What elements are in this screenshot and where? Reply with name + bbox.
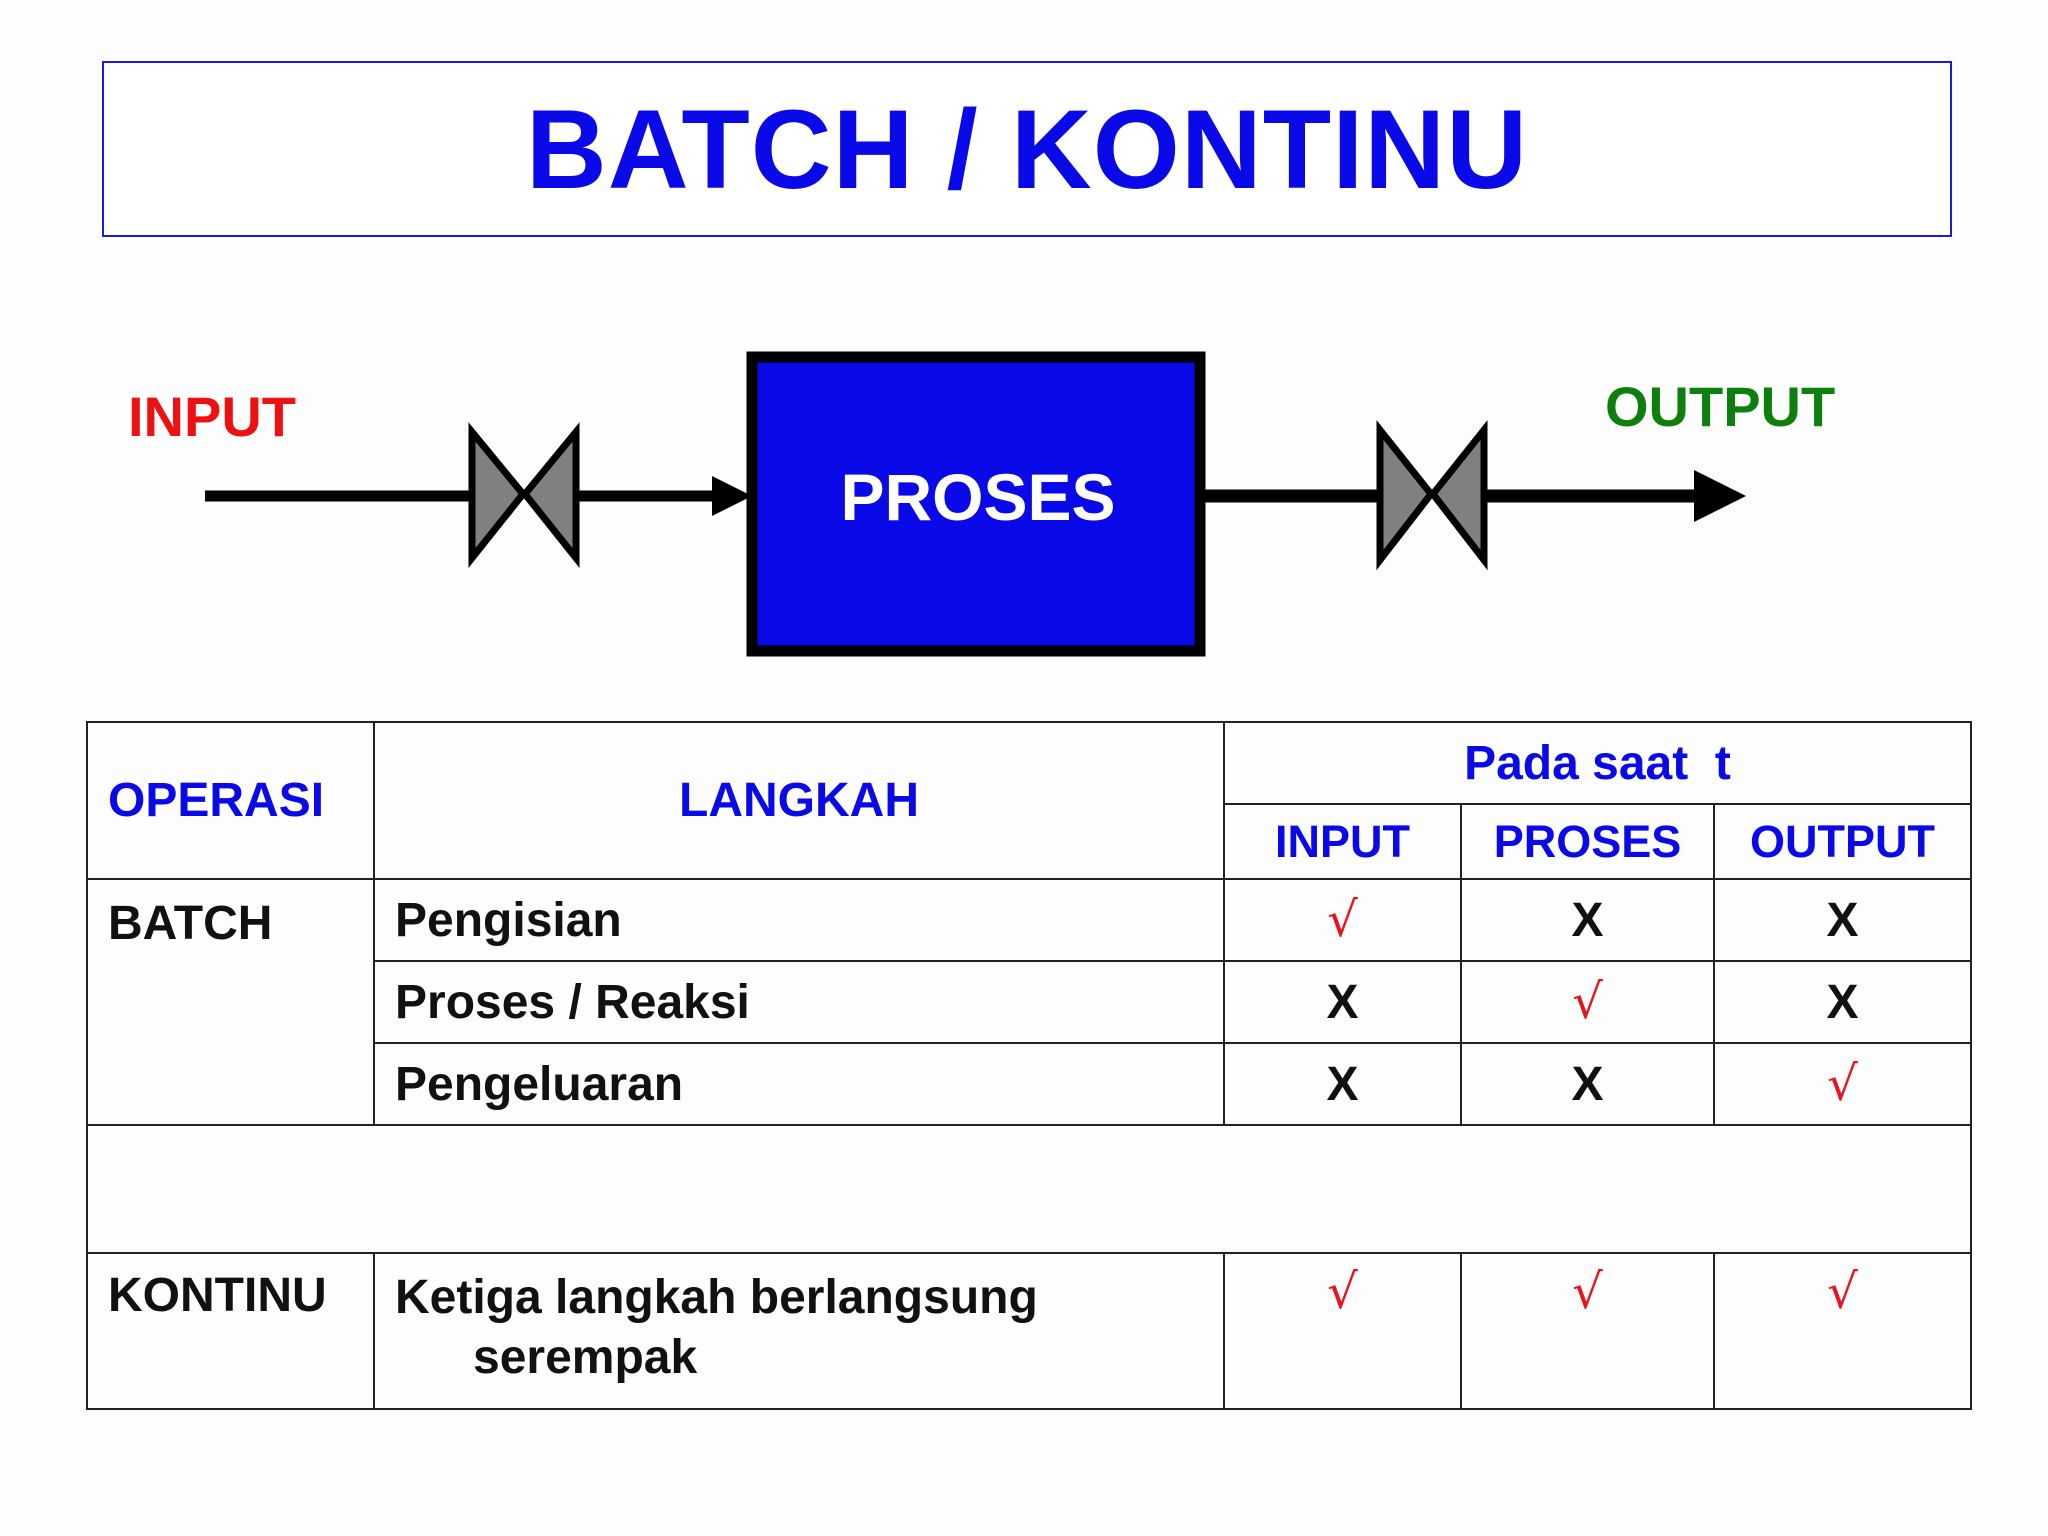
batch-step: Pengeluaran xyxy=(374,1043,1224,1125)
operation-table xyxy=(86,721,1972,1410)
kontinu-label: KONTINU xyxy=(87,1253,374,1409)
page-title: BATCH / KONTINU xyxy=(525,86,1529,212)
batch-pengeluaran-input: X xyxy=(1224,1043,1461,1125)
output-valve-icon xyxy=(1380,430,1484,560)
batch-pengeluaran-output: √ xyxy=(1714,1043,1971,1125)
header-langkah: LANGKAH xyxy=(374,722,1224,879)
output-arrow-icon xyxy=(1694,470,1746,522)
header-pada-saat: Pada saat t xyxy=(1224,722,1971,804)
process-label: PROSES xyxy=(840,460,1116,534)
header-output: OUTPUT xyxy=(1714,804,1971,879)
batch-pengisian-output: X xyxy=(1714,879,1971,961)
header-input: INPUT xyxy=(1224,804,1461,879)
input-label: INPUT xyxy=(128,385,296,448)
kontinu-input: √ xyxy=(1224,1253,1461,1409)
input-valve-icon xyxy=(472,432,576,558)
kontinu-step xyxy=(374,1253,1224,1409)
batch-step: Pengisian xyxy=(374,879,1224,961)
batch-pengisian-input: √ xyxy=(1224,879,1461,961)
batch-reaksi-proses: √ xyxy=(1461,961,1714,1043)
header-operasi: OPERASI xyxy=(87,722,374,879)
batch-step: Proses / Reaksi xyxy=(374,961,1224,1043)
batch-pengeluaran-proses: X xyxy=(1461,1043,1714,1125)
batch-reaksi-output: X xyxy=(1714,961,1971,1043)
batch-reaksi-input: X xyxy=(1224,961,1461,1043)
header-proses: PROSES xyxy=(1461,804,1714,879)
output-label: OUTPUT xyxy=(1605,375,1836,438)
kontinu-step-line1: Ketiga langkah berlangsung xyxy=(395,1271,1038,1324)
kontinu-step-line2: serempak xyxy=(473,1331,698,1384)
batch-pengisian-proses: X xyxy=(1461,879,1714,961)
kontinu-proses: √ xyxy=(1461,1253,1714,1409)
batch-label: BATCH xyxy=(87,879,374,1125)
kontinu-output: √ xyxy=(1714,1253,1971,1409)
input-arrow-icon xyxy=(712,476,752,516)
spacer-row xyxy=(87,1125,1971,1253)
